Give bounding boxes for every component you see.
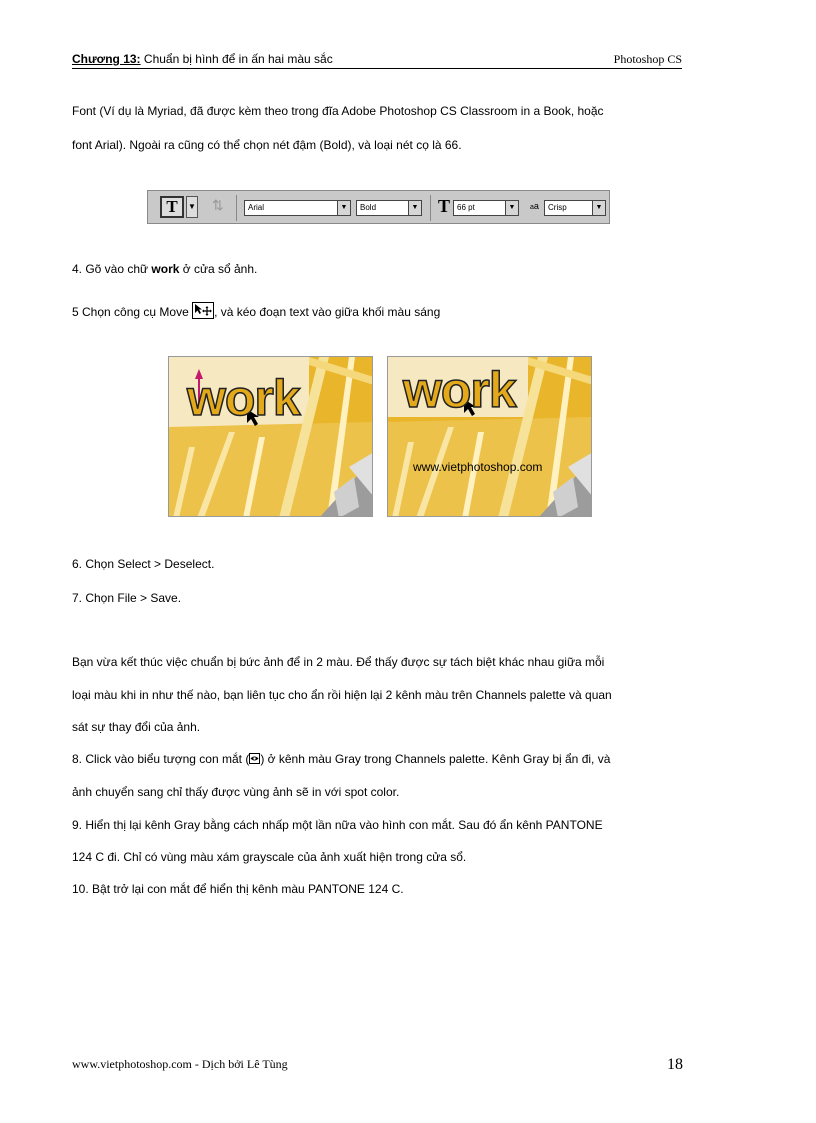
step-4-bold-word: work: [151, 262, 180, 276]
page-header: [72, 52, 682, 69]
photo-before: [168, 356, 373, 517]
orientation-icon: ⇅: [212, 197, 224, 213]
page-number: 18: [667, 1056, 683, 1073]
toolbar-divider: [430, 195, 431, 221]
type-options-toolbar: [147, 190, 610, 224]
font-size-value: 66 pt: [457, 203, 475, 212]
step-8-line-1: 8. Click vào biểu tượng con mắt ( ) ở kênh màu Gray trong Channels palette. Kênh Gray bị ẩn đi, và: [72, 752, 611, 766]
font-style-select[interactable]: [356, 200, 422, 216]
anti-alias-value: Crisp: [548, 203, 567, 212]
chevron-down-icon: ▼: [408, 201, 421, 215]
app-name: Photoshop CS: [613, 52, 682, 66]
step-10: 10. Bật trở lại con mắt để hiển thị kênh màu PANTONE 124 C.: [72, 882, 404, 896]
chapter-heading: [72, 52, 333, 66]
tool-preset-arrow-icon[interactable]: ▼: [186, 196, 198, 218]
chapter-label: Chương 13:: [72, 52, 141, 66]
paragraph-2-line-1: Bạn vừa kết thúc việc chuẩn bị bức ảnh để in 2 màu. Để thấy được sự tách biệt khác nhau giữa mỗi: [72, 655, 605, 669]
paragraph-1-line-2: font Arial). Ngoài ra cũng có thể chọn nét đậm (Bold), và loại nét cọ là 66.: [72, 138, 462, 152]
paragraph-2-line-2: loại màu khi in như thế nào, bạn liên tục cho ẩn rồi hiện lại 2 kênh màu trên Channels palette và quan: [72, 688, 612, 702]
step-5: 5 Chọn công cụ Move , và kéo đoạn text vào giữa khối màu sáng: [72, 302, 440, 320]
step-8-line-2: ảnh chuyển sang chỉ thấy được vùng ảnh sẽ in với spot color.: [72, 785, 400, 799]
font-family-select[interactable]: [244, 200, 351, 216]
word-text-after: work: [403, 362, 516, 418]
anti-alias-select[interactable]: [544, 200, 606, 216]
move-tool-icon: [192, 302, 214, 319]
font-size-icon: T: [438, 196, 451, 216]
eye-icon: [249, 753, 260, 764]
step-9-line-1: 9. Hiển thị lại kênh Gray bằng cách nhấp một lần nữa vào hình con mắt. Sau đó ẩn kênh PANTONE: [72, 818, 603, 832]
type-tool-icon[interactable]: T: [160, 196, 184, 218]
toolbar-divider: [236, 195, 237, 221]
paragraph-1-line-1: Font (Ví dụ là Myriad, đã được kèm theo trong đĩa Adobe Photoshop CS Classroom in a Book, hoặc: [72, 104, 604, 118]
watermark-url: www.vietphotoshop.com: [413, 460, 543, 474]
chevron-down-icon: ▼: [337, 201, 350, 215]
chevron-down-icon: ▼: [505, 201, 518, 215]
font-style-value: Bold: [360, 203, 377, 212]
step-7: 7. Chọn File > Save.: [72, 591, 182, 605]
font-size-select[interactable]: [453, 200, 519, 216]
step-9-line-2: 124 C đi. Chỉ có vùng màu xám grayscale của ảnh xuất hiện trong cửa sổ.: [72, 850, 467, 864]
photo-after: [387, 356, 592, 517]
font-family-value: Arial: [248, 203, 265, 212]
paragraph-2-line-3: sát sự thay đổi của ảnh.: [72, 720, 201, 734]
step-6: 6. Chọn Select > Deselect.: [72, 557, 215, 571]
word-text-before: work: [187, 370, 300, 426]
anti-alias-icon: aa: [530, 201, 539, 211]
step-4: 4. Gõ vào chữ work ở cửa sổ ảnh.: [72, 262, 258, 276]
chevron-down-icon: ▼: [592, 201, 605, 215]
chapter-title: Chuẩn bị hình để in ấn hai màu sắc: [143, 52, 333, 66]
footer-credit: www.vietphotoshop.com - Dịch bởi Lê Tùng: [72, 1057, 288, 1071]
